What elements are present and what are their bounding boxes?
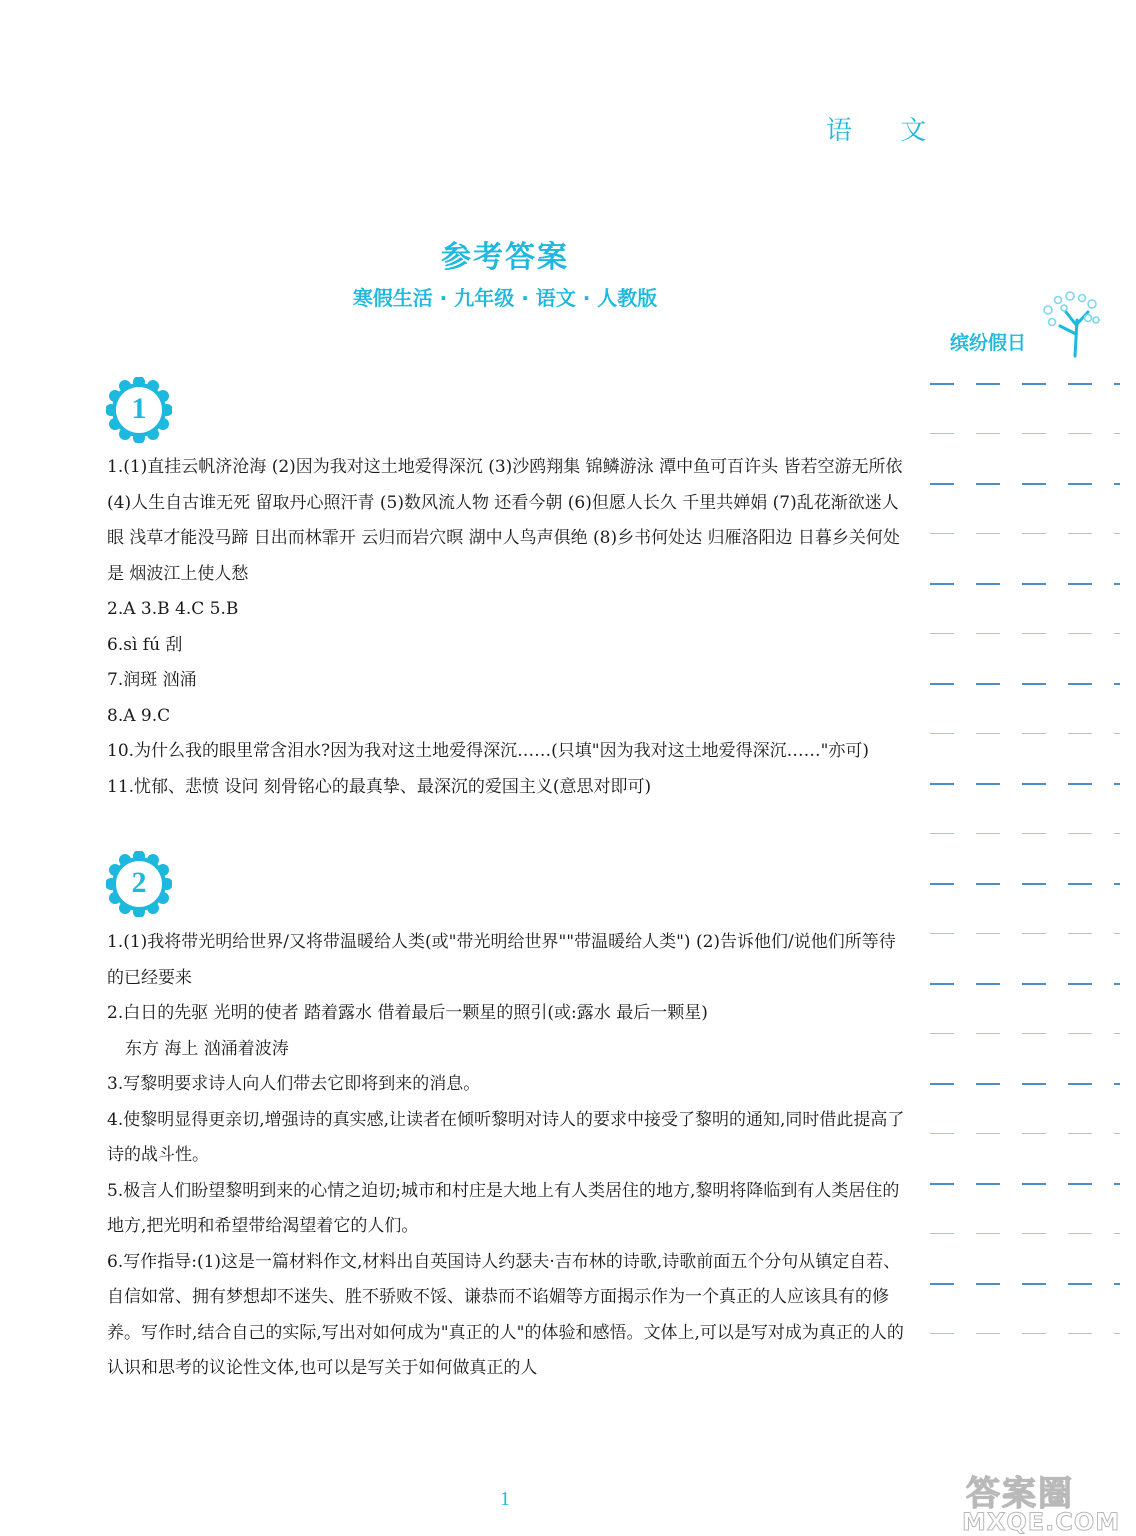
answer-item: 3.写黎明要求诗人向人们带去它即将到来的消息。 xyxy=(107,1074,481,1094)
page-subtitle: 寒假生活 · 九年级 · 语文 · 人教版 xyxy=(352,286,658,310)
watermark-bottom: MXQE.COM xyxy=(962,1508,1121,1536)
answer-item: 10.为什么我的眼里常含泪水?因为我对这土地爱得深沉……(只填"因为我对这土地爱得深沉……"亦可) xyxy=(107,741,870,761)
section-badge-1 xyxy=(106,377,172,443)
page-number: 1 xyxy=(500,1488,510,1510)
page-title: 参考答案 xyxy=(441,240,569,275)
answer-item: 6.sì fú 刮 xyxy=(107,634,183,655)
answer-list-section-1 xyxy=(107,450,907,805)
answer-item: 1.(1)我将带光明给世界/又将带温暖给人类(或"带光明给世界""带温暖给人类") (2)告诉他们/说他们所等待的已经要来 xyxy=(107,932,896,988)
answer-item: 4.使黎明显得更亲切,增强诗的真实感,让读者在倾听黎明对诗人的要求中接受了黎明的通知,同时借此提高了诗的战斗性。 xyxy=(107,1109,905,1165)
answer-item: 1.(1)直挂云帆济沧海 (2)因为我对这土地爱得深沉 (3)沙鸥翔集 锦鳞游泳 潭中鱼可百许头 皆若空游无所依 (4)人生自古谁无死 留取丹心照汗青 (5)数风流人物 还看今朝 (6)但愿人长久 千里共婵娟 (7)乱花渐欲迷人眼 浅草才能没马蹄 日出而林霏开 云归而岩穴暝 湖中人鸟声俱绝 (8)乡书何处达 归雁洛阳边 日暮乡关何处是 烟波江上使人愁 xyxy=(107,457,903,584)
brand-text: 缤纷假日 xyxy=(950,332,1027,354)
answer-item: 7.润斑 汹涌 xyxy=(107,670,197,690)
answer-list-section-2 xyxy=(107,925,907,1387)
answer-item: 11.忧郁、悲愤 设问 刻骨铭心的最真挚、最深沉的爱国主义(意思对即可) xyxy=(107,776,652,797)
brand-logo xyxy=(946,290,1136,360)
answer-item: 东方 海上 汹涌着波涛 xyxy=(125,1038,289,1059)
answer-item: 6.写作指导:(1)这是一篇材料作文,材料出自英国诗人约瑟夫·吉布林的诗歌,诗歌前面五个分句从镇定自若、自信如常、拥有梦想却不迷失、胜不骄败不馁、谦恭而不谄媚等方面揭示作为一个真正的人应该具有的修养。写作时,结合自己的实际,写出对如何成为"真正的人"的体验和感悟。文体上,可以是写对成为真正的人的认识和思考的议论性文体,也可以是写关于如何做真正的人 xyxy=(107,1251,904,1378)
tree-icon xyxy=(1030,290,1100,358)
watermark-top: 答案圈 xyxy=(966,1474,1074,1514)
answer-item: 5.极言人们盼望黎明到来的心情之迫切;城市和村庄是大地上有人类居住的地方,黎明将降临到有人类居住的地方,把光明和希望带给渴望着它的人们。 xyxy=(107,1180,900,1236)
section-number: 2 xyxy=(131,866,147,899)
section-number: 1 xyxy=(131,392,147,425)
subject-header: 语 文 xyxy=(826,116,947,146)
answer-item: 2.A 3.B 4.C 5.B xyxy=(107,599,239,619)
watermark-logo xyxy=(958,1466,1136,1536)
answer-item: 2.白日的先驱 光明的使者 踏着露水 借着最后一颗星的照引(或:露水 最后一颗星) xyxy=(107,1003,708,1023)
answer-item: 8.A 9.C xyxy=(107,705,171,726)
section-badge-2 xyxy=(106,851,172,917)
